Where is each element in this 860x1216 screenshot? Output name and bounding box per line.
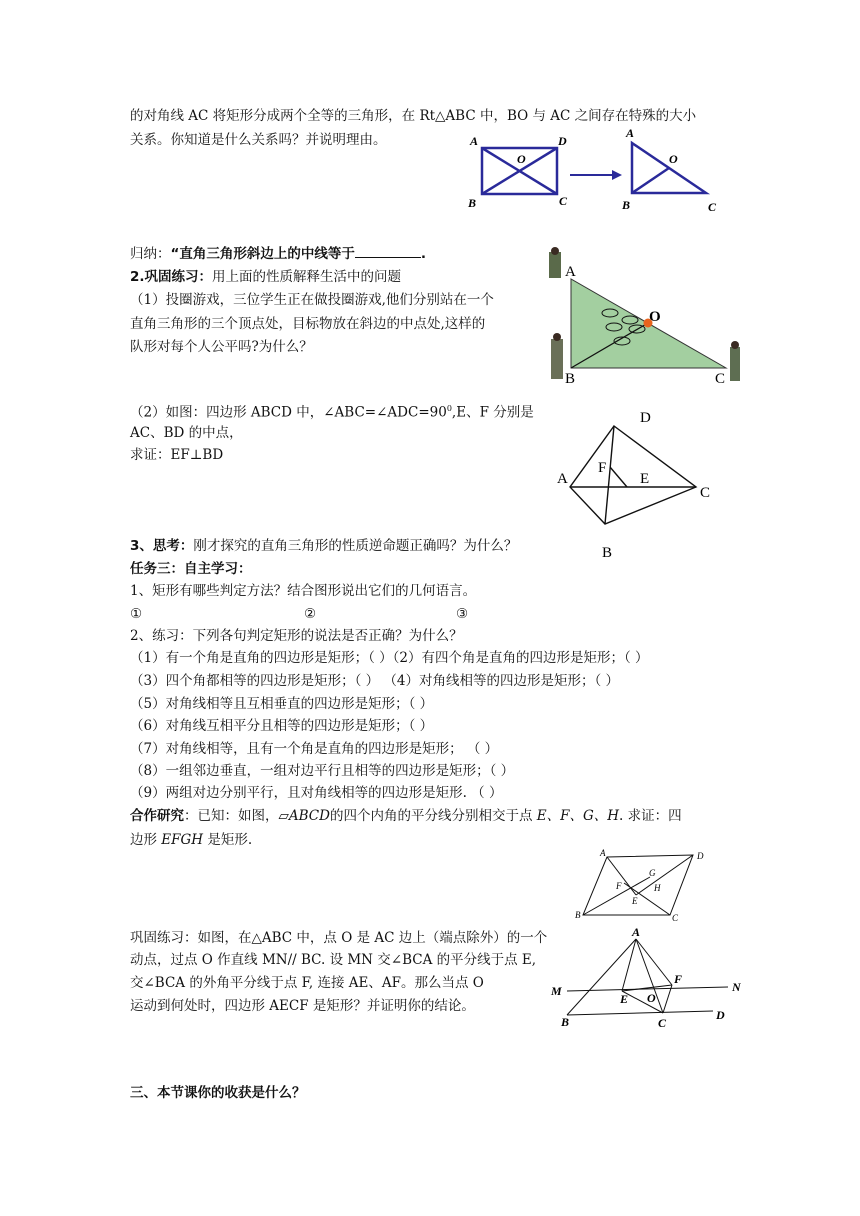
q1-line-1: （1）投圈游戏，三位学生正在做投圈游戏,他们分别站在一个 bbox=[130, 292, 494, 308]
coop-efgh: EFGH bbox=[161, 832, 204, 848]
q2-line-2: AC、BD 的中点， bbox=[130, 425, 243, 441]
student-c-figure bbox=[730, 341, 740, 381]
label-a: A bbox=[470, 134, 479, 148]
label-c: C bbox=[715, 371, 726, 387]
consol-line-1: 巩固练习：如图，在△ABC 中，点 O 是 AC 边上（端点除外）的一个 bbox=[130, 930, 548, 946]
q1-line-3: 队形对每个人公平吗?为什么？ bbox=[130, 339, 313, 355]
label-a: A bbox=[632, 925, 641, 939]
summary-end: . bbox=[420, 246, 427, 262]
label-f: F bbox=[598, 460, 607, 476]
section2-subtitle: 用上面的性质解释生活中的问题 bbox=[212, 269, 402, 285]
coop-points: E、F、G、H bbox=[536, 808, 620, 824]
task3-q1: 1、矩形有哪些判定方法？结合图形说出它们的几何语言。 bbox=[130, 583, 477, 599]
coop-text-e: . 求证：四 bbox=[619, 808, 682, 824]
intro-line-1: 的对角线 AC 将矩形分成两个全等的三角形，在 Rt△ABC 中，BO 与 AC 之间存在特殊的大小 bbox=[130, 108, 697, 124]
label-f: F bbox=[616, 881, 622, 891]
median-bo bbox=[632, 168, 669, 193]
label-c: C bbox=[672, 913, 679, 923]
label-b: B bbox=[575, 910, 581, 920]
triangle-mn-diagram bbox=[545, 925, 745, 1040]
coop-line-1 bbox=[130, 807, 682, 825]
quad-shape bbox=[570, 426, 696, 524]
line-bcd bbox=[567, 1011, 713, 1015]
ring-toss-diagram bbox=[544, 247, 754, 392]
segment-ef bbox=[610, 467, 627, 487]
section2-title: 2.巩固练习： bbox=[130, 269, 213, 285]
practice-item-1: （1）有一个角是直角的四边形是矩形；（ ）（2）有四个角是直角的四边形是矩形；（ ） bbox=[130, 650, 649, 666]
summary-text: “直角三角形斜边上的中线等于 bbox=[170, 246, 355, 262]
label-f: F bbox=[674, 972, 683, 986]
label-a: A bbox=[626, 126, 635, 140]
practice-item-6: （8）一组邻边垂直，一组对边平行且相等的四边形是矩形；（ ） bbox=[130, 763, 515, 779]
coop-text-a: ：已知：如图， bbox=[184, 808, 279, 824]
consol-line-3: 交∠BCA 的外角平分线于点 F, 连接 AE、AF。那么当点 O bbox=[130, 975, 484, 991]
label-n: N bbox=[732, 980, 741, 994]
triangle-diagram bbox=[618, 125, 728, 215]
label-d: D bbox=[640, 410, 651, 426]
section2-heading bbox=[130, 268, 401, 286]
student-b-figure bbox=[551, 333, 563, 379]
section3-text: 刚才探究的直角三角形的性质逆命题正确吗？为什么？ bbox=[193, 538, 518, 554]
coop-line-2 bbox=[130, 831, 252, 849]
parallelogram-icon: ▱ bbox=[278, 808, 289, 824]
parallelogram-diagram bbox=[568, 845, 718, 930]
coop-title: 合作研究 bbox=[130, 808, 184, 824]
label-b: B bbox=[561, 1015, 570, 1029]
diagonal-bd bbox=[605, 426, 614, 524]
segment-af bbox=[636, 939, 672, 985]
label-a: A bbox=[557, 471, 568, 487]
label-e: E bbox=[620, 992, 629, 1006]
segment-ce bbox=[622, 991, 663, 1013]
bisector-a bbox=[607, 857, 636, 895]
label-a: A bbox=[600, 848, 606, 858]
q2-text-b: ,E、F 分别是 bbox=[451, 404, 534, 421]
arrow-icon bbox=[568, 168, 624, 182]
section3-line bbox=[130, 537, 517, 555]
consol-line-2: 动点，过点 O 作直线 MN// BC. 设 MN 交∠BCA 的平分线于点 E, bbox=[130, 952, 537, 968]
intro-line-2: 关系。你知道是什么关系吗？并说明理由。 bbox=[130, 132, 387, 148]
bisector-d bbox=[636, 855, 693, 895]
coop-text-2a: 边形 bbox=[130, 832, 162, 848]
label-o: O bbox=[647, 991, 656, 1005]
label-c: C bbox=[708, 200, 717, 214]
label-h: H bbox=[654, 883, 661, 893]
label-o: O bbox=[517, 152, 526, 166]
label-e: E bbox=[640, 471, 650, 487]
coop-abcd: ABCD bbox=[288, 808, 330, 824]
segment-cf bbox=[663, 985, 672, 1013]
label-c: C bbox=[559, 194, 568, 208]
coop-text-2c: 是矩形. bbox=[203, 832, 253, 848]
section-end-title: 三、本节课你的收获是什么？ bbox=[130, 1085, 306, 1101]
section3-title: 3、思考： bbox=[130, 538, 194, 554]
practice-item-3: （5）对角线相等且互相垂直的四边形是矩形；（ ） bbox=[130, 696, 434, 712]
q2-text-a: （2）如图：四边形 ABCD 中，∠ABC=∠ADC=90 bbox=[130, 404, 447, 421]
label-o: O bbox=[649, 309, 661, 325]
label-a: A bbox=[565, 264, 576, 280]
label-d: D bbox=[697, 851, 704, 861]
q2-line-1 bbox=[130, 400, 534, 422]
label-g: G bbox=[649, 868, 656, 878]
label-d: D bbox=[716, 1008, 725, 1022]
label-b: B bbox=[622, 198, 631, 212]
choice-2: ② bbox=[304, 606, 317, 622]
quadrilateral-diagram bbox=[552, 405, 722, 560]
coop-text-c: 的四个内角的平分线分别相交于点 bbox=[329, 808, 537, 824]
practice-item-7: （9）两组对边分别平行，且对角线相等的四边形是矩形. （ ） bbox=[130, 785, 503, 801]
label-b: B bbox=[468, 196, 477, 210]
task3-title: 任务三：自主学习： bbox=[130, 561, 252, 577]
label-b: B bbox=[602, 545, 613, 561]
consol-line-4: 运动到何处时，四边形 AECF 是矩形？并证明你的结论。 bbox=[130, 998, 475, 1014]
label-d: D bbox=[558, 134, 567, 148]
label-m: M bbox=[551, 984, 562, 998]
choice-3: ③ bbox=[456, 606, 469, 622]
summary-line bbox=[130, 244, 426, 263]
label-b: B bbox=[565, 371, 576, 387]
degree-mark: 0 bbox=[446, 404, 452, 413]
summary-label: 归纳： bbox=[130, 246, 171, 262]
label-o: O bbox=[669, 152, 678, 166]
choice-1: ① bbox=[130, 606, 143, 622]
q1-line-2: 直角三角形的三个顶点处，目标物放在斜边的中点处,这样的 bbox=[130, 316, 486, 332]
label-c: C bbox=[700, 485, 711, 501]
student-a-figure bbox=[549, 247, 561, 278]
practice-item-5: （7）对角线相等，且有一个角是直角的四边形是矩形； （ ） bbox=[130, 741, 499, 757]
q2-line-3: 求证：EF⊥BD bbox=[130, 447, 224, 463]
practice-item-2: （3）四个角都相等的四边形是矩形；（ ） （4）对角线相等的四边形是矩形；（ ） bbox=[130, 673, 620, 689]
practice-item-4: （6）对角线互相平分且相等的四边形是矩形；（ ） bbox=[130, 718, 434, 734]
answer-blank[interactable] bbox=[355, 244, 421, 258]
label-c: C bbox=[658, 1016, 667, 1030]
task3-q2: 2、练习：下列各句判定矩形的说法是否正确？为什么？ bbox=[130, 628, 463, 644]
label-e: E bbox=[632, 896, 638, 906]
